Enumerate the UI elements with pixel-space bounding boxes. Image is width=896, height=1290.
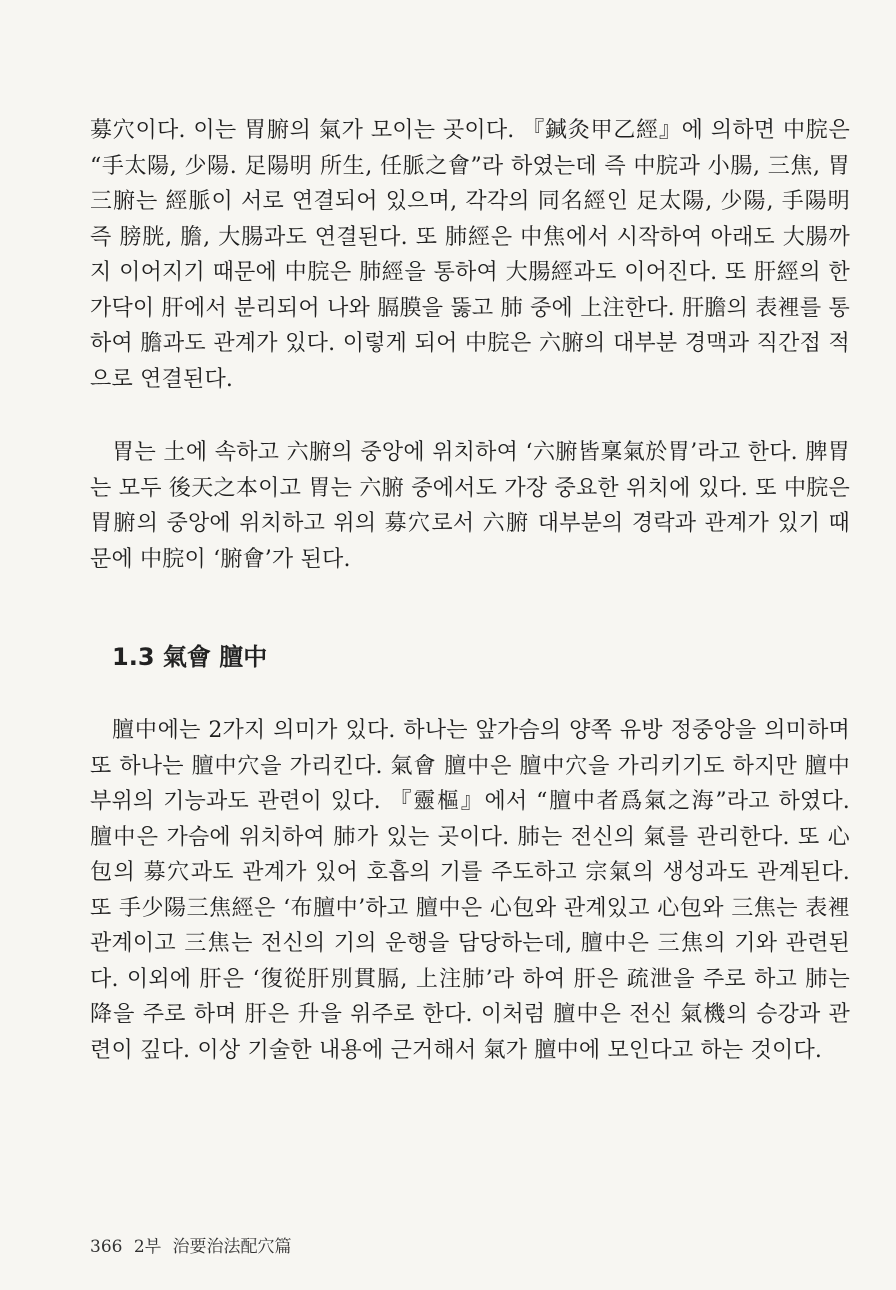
footer-part: 2부 — [133, 1237, 162, 1257]
page-footer — [90, 1232, 298, 1257]
paragraph-zhongwan-connections: 募穴이다. 이는 胃腑의 氣가 모이는 곳이다. 『鍼灸甲乙經』에 의하면 中脘은 “手太陽, 少陽. 足陽明 所生, 任脈之會”라 하였는데 즉 中脘과 小腸, 三焦, 胃 三腑는 經脈이 서로 연결되어 있으며, 각각의 同名經인 足太陽, 少陽, 手陽明 즉 膀胱, 膽, 大腸과도 연결된다. 또 肺經은 中焦에서 시작하여 아래도 大腸까 지 이어지기 때문에 中脘은 肺經을 통하여 大腸經과도 이어진다. 또 肝經의 한 가닥이 肝에서 분리되어 나와 膈膜을 뚫고 肺 중에 上注한다. 肝膽의 表裡를 통하여 膽과도 관계가 있다. 이렇게 되어 中脘은 六腑의 대부분 경맥과 직간접 적으로 연결된다. — [90, 118, 850, 392]
page-number: 366 — [90, 1237, 123, 1257]
paragraph-danzhong: 膻中에는 2가지 의미가 있다. 하나는 앞가슴의 양쪽 유방 정중앙을 의미하며 또 하나는 膻中穴을 가리킨다. 氣會 膻中은 膻中穴을 가리키기도 하지만 膻中 부위의 기능과도 관련이 있다. 『靈樞』에서 “膻中者爲氣之海”라고 하였다. 膻中은 가슴에 위치하여 肺가 있는 곳이다. 肺는 전신의 氣를 관리한다. 또 心包의 募穴과도 관계가 있어 호흡의 기를 주도하고 宗氣의 생성과도 관계된다. 또 手少陽三焦經은 ‘布膻中’하고 膻中은 心包와 관계있고 心包와 三焦는 表裡 관계이고 三焦는 전신의 기의 운행을 담당하는데, 膻中은 三焦의 기와 관련된다. 이외에 肝은 ‘復從肝別貫膈, 上注肺’라 하여 肝은 疏泄을 주로 하고 肺는 降을 주로 하며 肝은 升을 위주로 한다. 이처럼 膻中은 전신 氣機의 승강과 관련이 깊다. 이상 기술한 내용에 근거해서 氣가 膻中에 모인다고 하는 것이다. — [90, 718, 850, 1063]
footer-section-title: 治要治法配穴篇 — [172, 1237, 292, 1257]
section-heading: 1.3 氣會 膻中 — [112, 643, 268, 671]
paragraph-fuhui: 胃는 土에 속하고 六腑의 중앙에 위치하여 ‘六腑皆稟氣於胃’라고 한다. 脾胃는 모두 後天之本이고 胃는 六腑 중에서도 가장 중요한 위치에 있다. 또 中脘은 胃腑의 중앙에 위치하고 위의 募穴로서 六腑 대부분의 경락과 관계가 있기 때문에 中脘이 ‘腑會’가 된다. — [90, 440, 850, 572]
